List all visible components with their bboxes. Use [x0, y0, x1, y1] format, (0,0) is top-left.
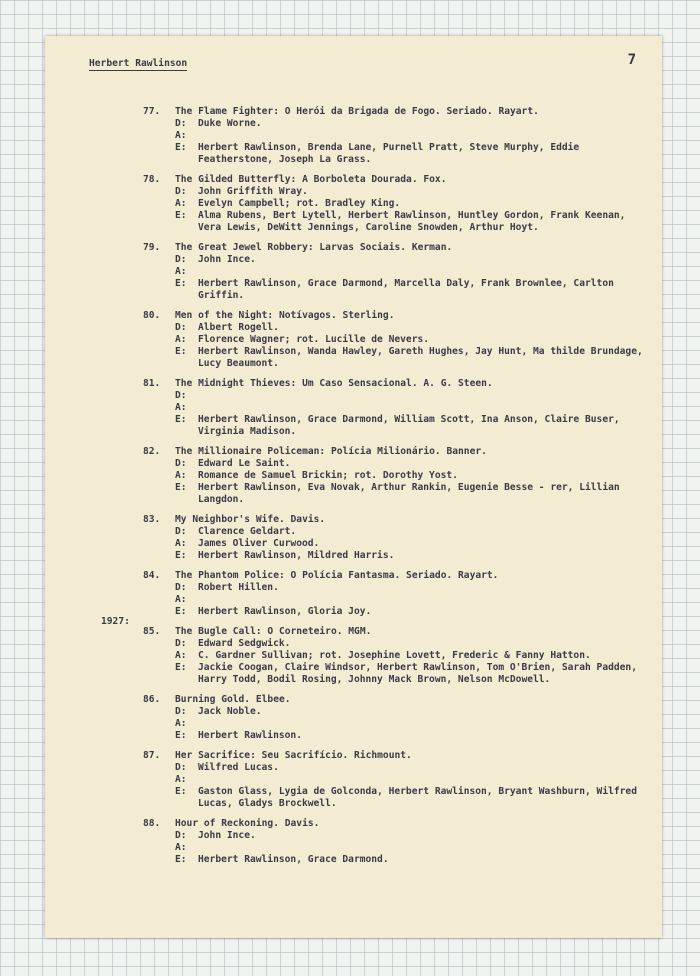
director-label: D: [175, 458, 187, 469]
cast-value: Herbert Rawlinson, Mildred Harris. [198, 550, 395, 561]
film-title-row [143, 378, 643, 390]
author-value [198, 594, 643, 606]
film-entry [143, 570, 643, 618]
cast-label: E: [175, 854, 187, 865]
film-title-row [143, 818, 643, 830]
film-number: 86. [143, 694, 161, 705]
author-label: A: [175, 130, 187, 141]
director-value: Edward Le Saint. [198, 458, 291, 469]
film-number: 79. [143, 242, 161, 253]
director-label: D: [175, 638, 187, 649]
film-title: Her Sacrifice: Seu Sacrifício. Richmount. [175, 750, 412, 761]
cast-line [143, 730, 643, 742]
film-title-row [143, 570, 643, 582]
director-line [143, 186, 643, 198]
cast-line [143, 606, 643, 618]
director-label: D: [175, 322, 187, 333]
film-entry [143, 694, 643, 742]
cast-line [143, 414, 643, 438]
director-label: D: [175, 526, 187, 537]
cast-value: Herbert Rawlinson, Grace Darmond, William Scott, Ina Anson, Claire Buser, Virginia Madison. [198, 414, 620, 437]
film-title-row [143, 106, 643, 118]
film-title-row [143, 626, 643, 638]
director-label: D: [175, 762, 187, 773]
director-line [143, 706, 643, 718]
page-header [89, 58, 187, 70]
author-line [143, 334, 643, 346]
director-value [198, 390, 643, 402]
author-line [143, 594, 643, 606]
cast-line [143, 278, 643, 302]
author-value: Evelyn Campbell; rot. Bradley King. [198, 198, 401, 209]
film-entry [143, 242, 643, 302]
author-line [143, 718, 643, 730]
author-label: A: [175, 266, 187, 277]
director-line [143, 458, 643, 470]
cast-value: Jackie Coogan, Claire Windsor, Herbert Rawlinson, Tom O'Brien, Sarah Padden, Harry Todd, Bodil Rosing, Johnny Mack Brown, Nelson McDowell. [198, 662, 637, 685]
film-title-row [143, 514, 643, 526]
author-label: A: [175, 402, 187, 413]
director-line [143, 390, 643, 402]
film-entry [143, 310, 643, 370]
cast-label: E: [175, 278, 187, 289]
director-line [143, 118, 643, 130]
cast-value: Herbert Rawlinson, Grace Darmond. [198, 854, 389, 865]
film-title: Hour of Reckoning. Davis. [175, 818, 320, 829]
author-label: A: [175, 594, 187, 605]
film-title: Burning Gold. Elbee. [175, 694, 291, 705]
film-title: The Flame Fighter: O Herói da Brigada de Fogo. Seriado. Rayart. [175, 106, 539, 117]
author-value: James Oliver Curwood. [198, 538, 320, 549]
cast-line [143, 482, 643, 506]
cast-line [143, 210, 643, 234]
cast-line [143, 142, 643, 166]
director-line [143, 322, 643, 334]
cast-value: Herbert Rawlinson. [198, 730, 302, 741]
director-value: John Ince. [198, 830, 256, 841]
film-entry [143, 514, 643, 562]
film-title-row [143, 174, 643, 186]
director-label: D: [175, 830, 187, 841]
author-line [143, 198, 643, 210]
director-value: Jack Noble. [198, 706, 262, 717]
author-value [198, 718, 643, 730]
film-title: My Neighbor's Wife. Davis. [175, 514, 326, 525]
film-title: The Millionaire Policeman: Polícia Milionário. Banner. [175, 446, 487, 457]
cast-label: E: [175, 142, 187, 153]
cast-label: E: [175, 730, 187, 741]
film-title: The Phantom Police: O Polícia Fantasma. Seriado. Rayart. [175, 570, 499, 581]
author-label: A: [175, 334, 187, 345]
cast-label: E: [175, 662, 187, 673]
film-title-row [143, 242, 643, 254]
director-value: John Ince. [198, 254, 256, 265]
film-title: The Midnight Thieves: Um Caso Sensacional. A. G. Steen. [175, 378, 493, 389]
director-value: Albert Rogell. [198, 322, 279, 333]
cast-value: Herbert Rawlinson, Grace Darmond, Marcella Daly, Frank Brownlee, Carlton Griffin. [198, 278, 614, 301]
cast-line [143, 786, 643, 810]
director-line [143, 638, 643, 650]
author-line [143, 402, 643, 414]
author-line [143, 266, 643, 278]
film-entry [143, 626, 643, 686]
film-number: 87. [143, 750, 161, 761]
cast-label: E: [175, 346, 187, 357]
director-label: D: [175, 390, 187, 401]
cast-value: Gaston Glass, Lygia de Golconda, Herbert Rawlinson, Bryant Washburn, Wilfred Lucas, Gladys Brockwell. [198, 786, 637, 809]
cast-line [143, 550, 643, 562]
author-line [143, 538, 643, 550]
film-number: 83. [143, 514, 161, 525]
author-label: A: [175, 538, 187, 549]
cast-line [143, 662, 643, 686]
typewritten-page [45, 36, 662, 938]
header-name: Herbert Rawlinson [89, 58, 188, 69]
cast-label: E: [175, 482, 187, 493]
author-line [143, 774, 643, 786]
film-title-row [143, 750, 643, 762]
author-value: Romance de Samuel Brickin; rot. Dorothy Yost. [198, 470, 458, 481]
cast-value: Herbert Rawlinson, Eva Novak, Arthur Rankin, Eugenie Besse - rer, Lillian Langdon. [198, 482, 620, 505]
film-title: Men of the Night: Notívagos. Sterling. [175, 310, 395, 321]
film-entry [143, 750, 643, 810]
author-line [143, 130, 643, 142]
director-label: D: [175, 118, 187, 129]
film-number: 84. [143, 570, 161, 581]
director-value: Clarence Geldart. [198, 526, 297, 537]
film-number: 77. [143, 106, 161, 117]
author-line [143, 470, 643, 482]
author-value: Florence Wagner; rot. Lucille de Nevers. [198, 334, 430, 345]
author-label: A: [175, 774, 187, 785]
author-value [198, 774, 643, 786]
director-value: John Griffith Wray. [198, 186, 308, 197]
film-entry [143, 174, 643, 234]
cast-value: Herbert Rawlinson, Wanda Hawley, Gareth Hughes, Jay Hunt, Ma thilde Brundage, Lucy Beaumont. [198, 346, 643, 369]
film-entry [143, 106, 643, 166]
cast-line [143, 854, 643, 866]
cast-label: E: [175, 606, 187, 617]
film-entry [143, 378, 643, 438]
director-value: Edward Sedgwick. [198, 638, 291, 649]
cast-label: E: [175, 414, 187, 425]
cast-value: Alma Rubens, Bert Lytell, Herbert Rawlinson, Huntley Gordon, Frank Keenan, Vera Lewis, DeWitt Jennings, Caroline Snowden, Arthur Hoyt. [198, 210, 626, 233]
author-line [143, 842, 643, 854]
director-line [143, 254, 643, 266]
author-value [198, 130, 643, 142]
author-value: C. Gardner Sullivan; rot. Josephine Lovett, Frederic & Fanny Hatton. [198, 650, 591, 661]
author-label: A: [175, 842, 187, 853]
film-title: The Great Jewel Robbery: Larvas Sociais. Kerman. [175, 242, 453, 253]
director-line [143, 526, 643, 538]
film-title-row [143, 694, 643, 706]
cast-label: E: [175, 210, 187, 221]
author-label: A: [175, 470, 187, 481]
filmography-list [143, 106, 643, 874]
director-value: Duke Worne. [198, 118, 262, 129]
director-label: D: [175, 582, 187, 593]
author-label: A: [175, 198, 187, 209]
cast-value: Herbert Rawlinson, Gloria Joy. [198, 606, 372, 617]
year-marker: 1927: [101, 616, 130, 627]
cast-value: Herbert Rawlinson, Brenda Lane, Purnell Pratt, Steve Murphy, Eddie Featherstone, Joseph La Grass. [198, 142, 580, 165]
film-entry [143, 446, 643, 506]
film-title: The Bugle Call: O Corneteiro. MGM. [175, 626, 372, 637]
film-number: 78. [143, 174, 161, 185]
author-label: A: [175, 650, 187, 661]
film-entry [143, 818, 643, 866]
author-value [198, 842, 643, 854]
film-number: 82. [143, 446, 161, 457]
director-label: D: [175, 186, 187, 197]
author-line [143, 650, 643, 662]
director-line [143, 762, 643, 774]
director-label: D: [175, 706, 187, 717]
director-value: Wilfred Lucas. [198, 762, 279, 773]
cast-label: E: [175, 786, 187, 797]
author-label: A: [175, 718, 187, 729]
film-title-row [143, 310, 643, 322]
film-number: 81. [143, 378, 161, 389]
film-number: 88. [143, 818, 161, 829]
cast-line [143, 346, 643, 370]
film-number: 80. [143, 310, 161, 321]
director-value: Robert Hillen. [198, 582, 279, 593]
director-label: D: [175, 254, 187, 265]
film-title-row [143, 446, 643, 458]
director-line [143, 830, 643, 842]
page-number: 7 [627, 52, 636, 68]
cast-label: E: [175, 550, 187, 561]
author-value [198, 266, 643, 278]
author-value [198, 402, 643, 414]
director-line [143, 582, 643, 594]
film-number: 85. [143, 626, 161, 637]
film-title: The Gilded Butterfly: A Borboleta Dourada. Fox. [175, 174, 447, 185]
